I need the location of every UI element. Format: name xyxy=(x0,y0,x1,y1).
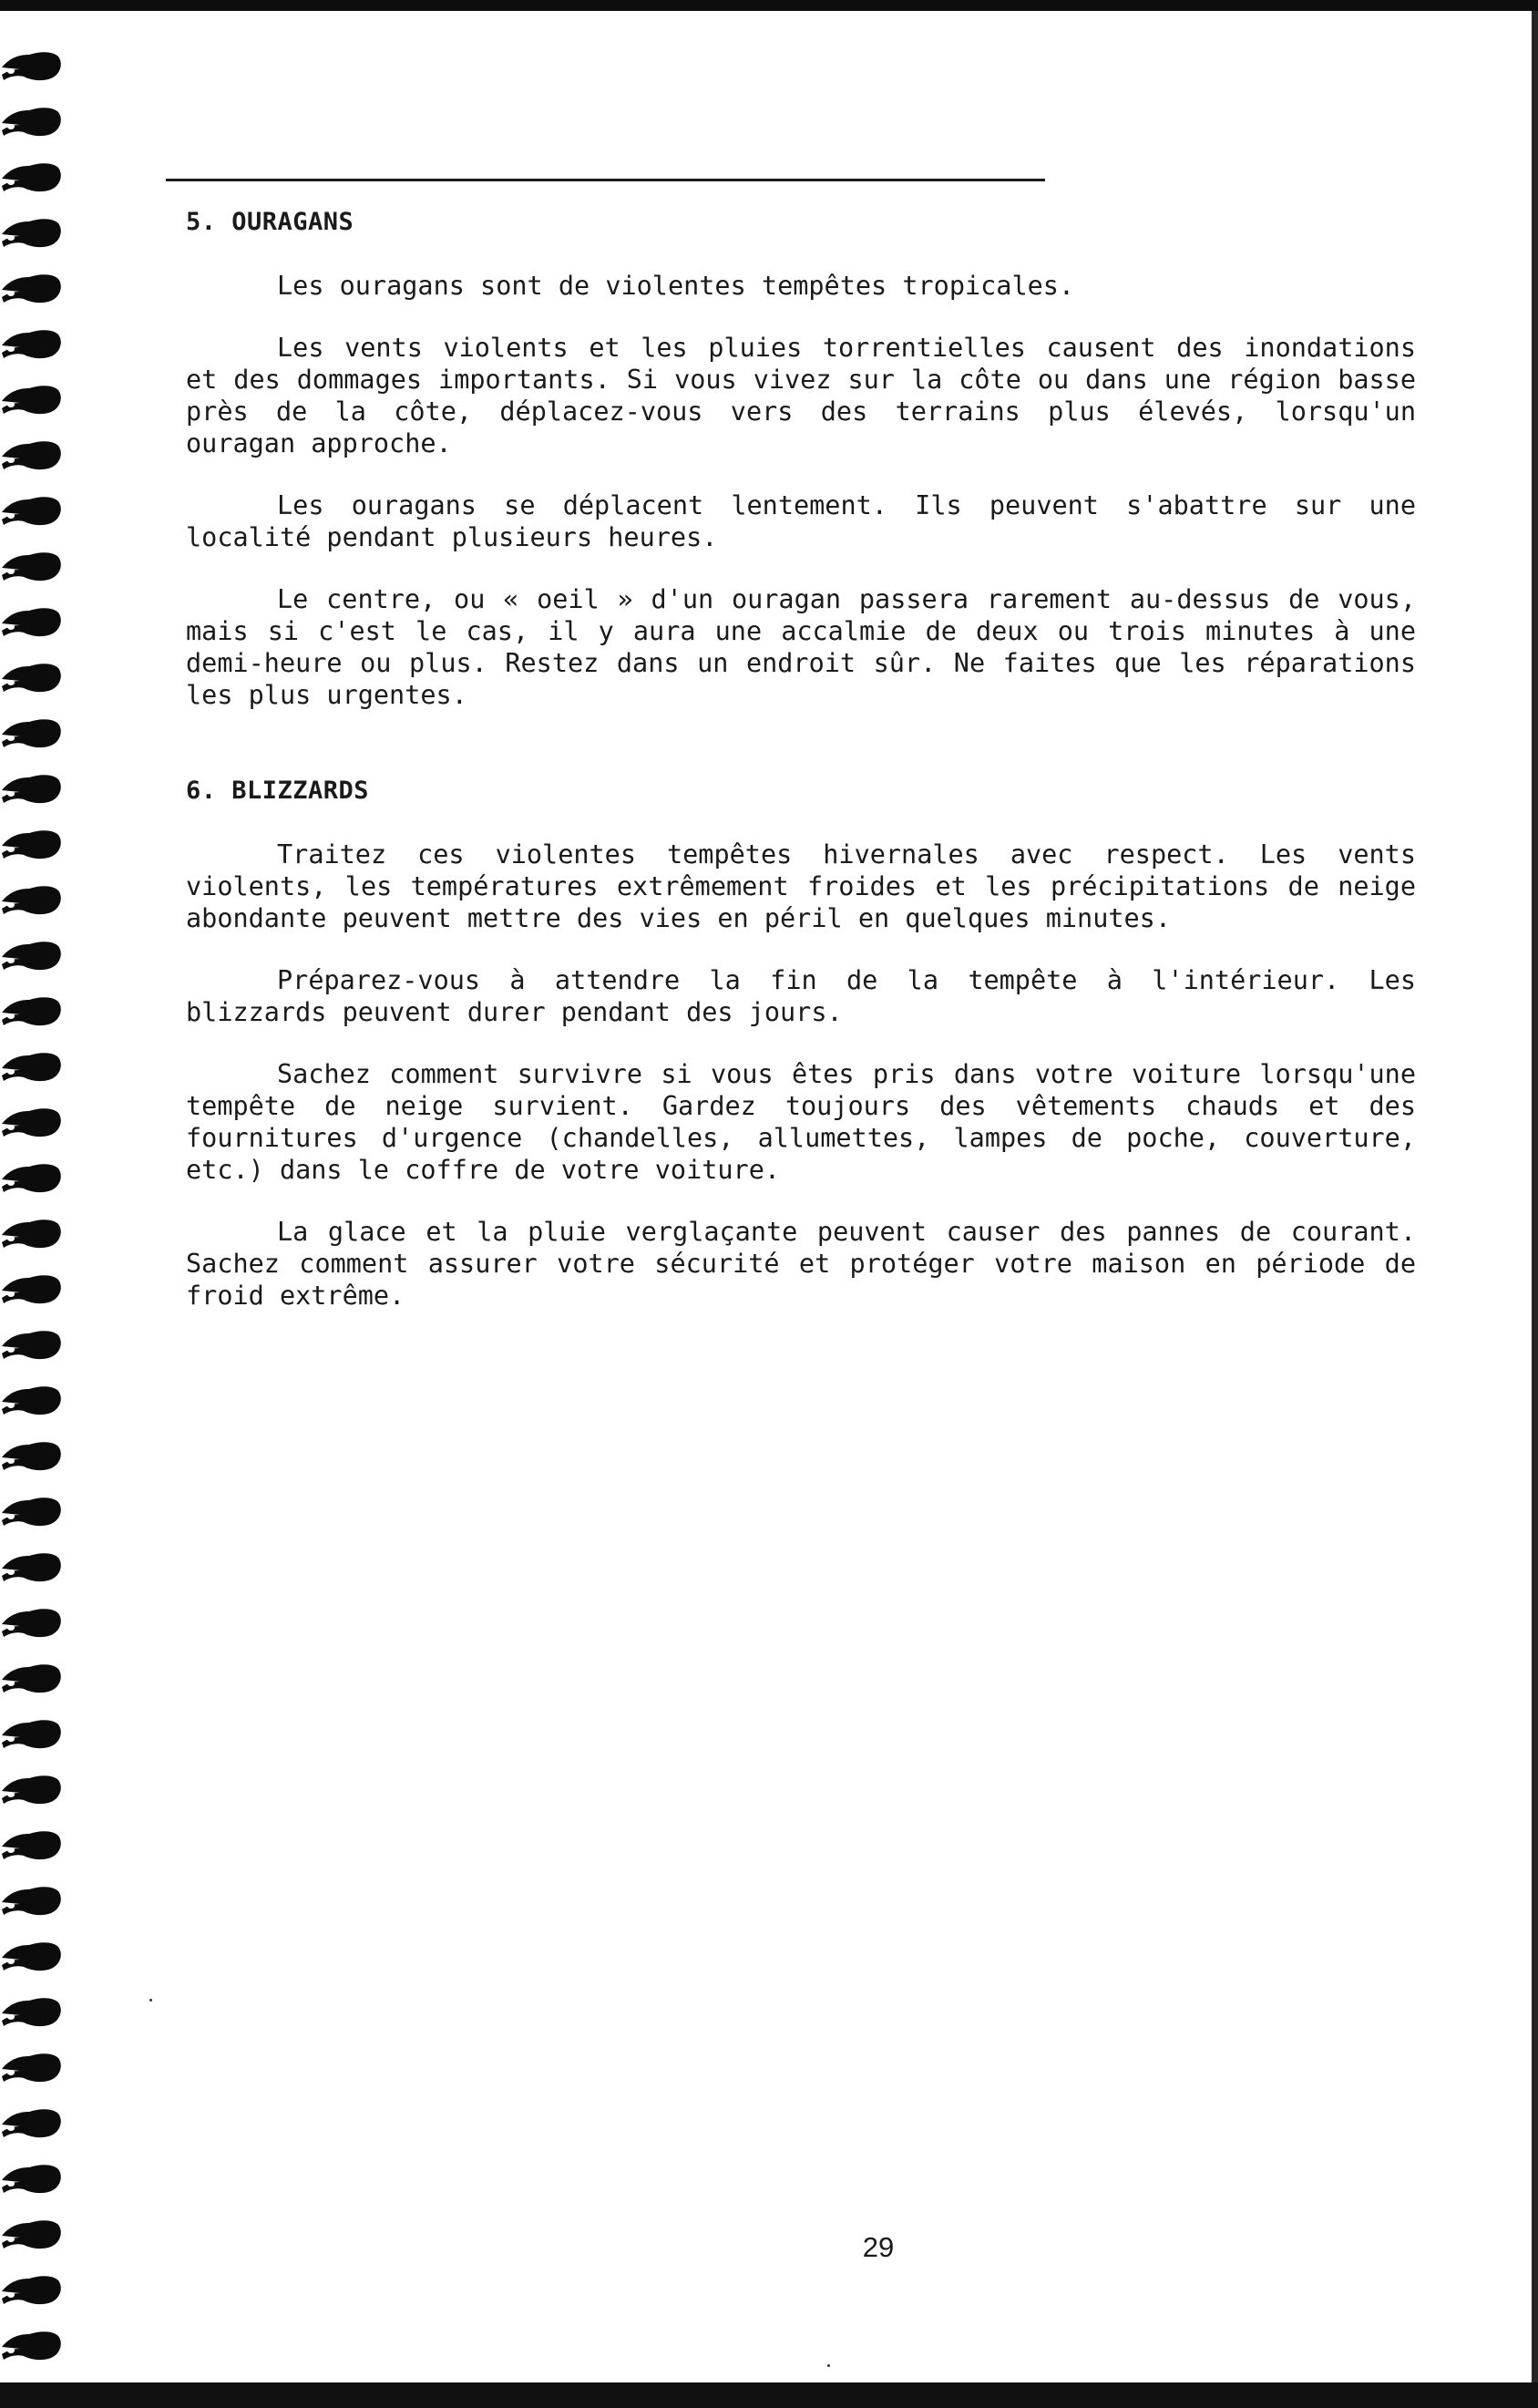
spiral-loop xyxy=(2,942,61,970)
spiral-loop xyxy=(2,1664,61,1693)
spiral-loop xyxy=(2,1553,61,1581)
header-rule xyxy=(166,179,1045,181)
spiral-loop xyxy=(2,552,61,581)
spiral-loop xyxy=(2,2109,61,2137)
bottom-scan-border xyxy=(0,2382,1538,2408)
spiral-loop xyxy=(2,1497,61,1526)
spiral-loop xyxy=(2,830,61,859)
ouragans-paragraph-3: Les ouragans se déplacent lentement. Ils peuvent s'abattre sur une localité pendant plusieurs heures. xyxy=(186,490,1416,552)
spiral-loop xyxy=(2,1108,61,1137)
spiral-binding xyxy=(0,47,66,2381)
spiral-loop xyxy=(2,2220,61,2248)
spiral-loop xyxy=(2,1720,61,1748)
spiral-loop xyxy=(2,1164,61,1192)
spiral-loop xyxy=(2,2276,61,2304)
spiral-loop xyxy=(2,1775,61,1804)
spiral-loop xyxy=(2,274,61,303)
scan-speck xyxy=(827,2364,830,2367)
spiral-loop xyxy=(2,1998,61,2026)
spiral-loop xyxy=(2,330,61,358)
blizzards-paragraph-4: La glace et la pluie verglaçante peuvent causer des pannes de courant. Sachez comment assurer votre sécurité et protéger votre maison en période de froid extrême. xyxy=(186,1217,1416,1311)
spiral-loop xyxy=(2,386,61,414)
spiral-loop xyxy=(2,719,61,747)
spiral-loop xyxy=(2,163,61,191)
spiral-loop xyxy=(2,1331,61,1359)
spiral-loop xyxy=(2,108,61,136)
spiral-loop xyxy=(2,886,61,914)
spiral-loop xyxy=(2,219,61,247)
blizzards-paragraph-2: Préparez-vous à attendre la fin de la tempête à l'intérieur. Les blizzards peuvent durer pendant des jours. xyxy=(186,965,1416,1027)
ouragans-paragraph-1: Les ouragans sont de violentes tempêtes tropicales. xyxy=(277,271,1075,301)
spiral-loop xyxy=(2,1275,61,1303)
spiral-loop xyxy=(2,2165,61,2193)
spiral-loop xyxy=(2,2053,61,2082)
section-heading-blizzards: 6. BLIZZARDS xyxy=(186,777,370,805)
spiral-loop xyxy=(2,1887,61,1915)
spiral-binding-graphic xyxy=(0,47,66,2381)
spiral-loop xyxy=(2,1219,61,1248)
spiral-loop xyxy=(2,1942,61,1971)
page-number: 29 xyxy=(862,2231,895,2263)
scan-speck xyxy=(149,1999,152,2002)
spiral-loop xyxy=(2,1831,61,1859)
blizzards-paragraph-1: Traitez ces violentes tempêtes hivernales avec respect. Les vents violents, les températures extrêmement froides et les précipitations de neige abondante peuvent mettre des vies en péril en quelques minutes. xyxy=(186,839,1416,933)
spiral-loop xyxy=(2,1609,61,1637)
right-scan-edge xyxy=(1532,11,1538,2382)
spiral-loop xyxy=(2,608,61,636)
ouragans-paragraph-2: Les vents violents et les pluies torrentielles causent des inondations et des dommages importants. Si vous vivez sur la côte ou dans une région basse près de la côte, déplacez-vous vers des terrains plus élevés, lorsqu'un ouragan approche. xyxy=(186,333,1416,458)
spiral-loop xyxy=(2,441,61,469)
section-heading-ouragans: 5. OURAGANS xyxy=(186,208,354,236)
spiral-loop xyxy=(2,52,61,80)
spiral-loop xyxy=(2,997,61,1025)
ouragans-paragraph-4: Le centre, ou « oeil » d'un ouragan passera rarement au-dessus de vous, mais si c'est le cas, il y aura une accalmie de deux ou trois minutes à une demi-heure ou plus. Restez dans un endroit sûr. Ne faites que les réparations les plus urgentes. xyxy=(186,584,1416,710)
spiral-loop xyxy=(2,664,61,692)
spiral-loop xyxy=(2,1053,61,1081)
spiral-loop xyxy=(2,1386,61,1415)
top-scan-border xyxy=(0,0,1538,11)
spiral-loop xyxy=(2,2331,61,2360)
spiral-loop xyxy=(2,497,61,525)
page-content xyxy=(186,206,1416,1312)
spiral-loop xyxy=(2,775,61,803)
spiral-loop xyxy=(2,1442,61,1470)
blizzards-paragraph-3: Sachez comment survivre si vous êtes pris dans votre voiture lorsqu'une tempête de neige survient. Gardez toujours des vêtements chauds et des fournitures d'urgence (chandelles, allumettes, lampes de poche, couverture, etc.) dans le coffre de votre voiture. xyxy=(186,1059,1416,1185)
